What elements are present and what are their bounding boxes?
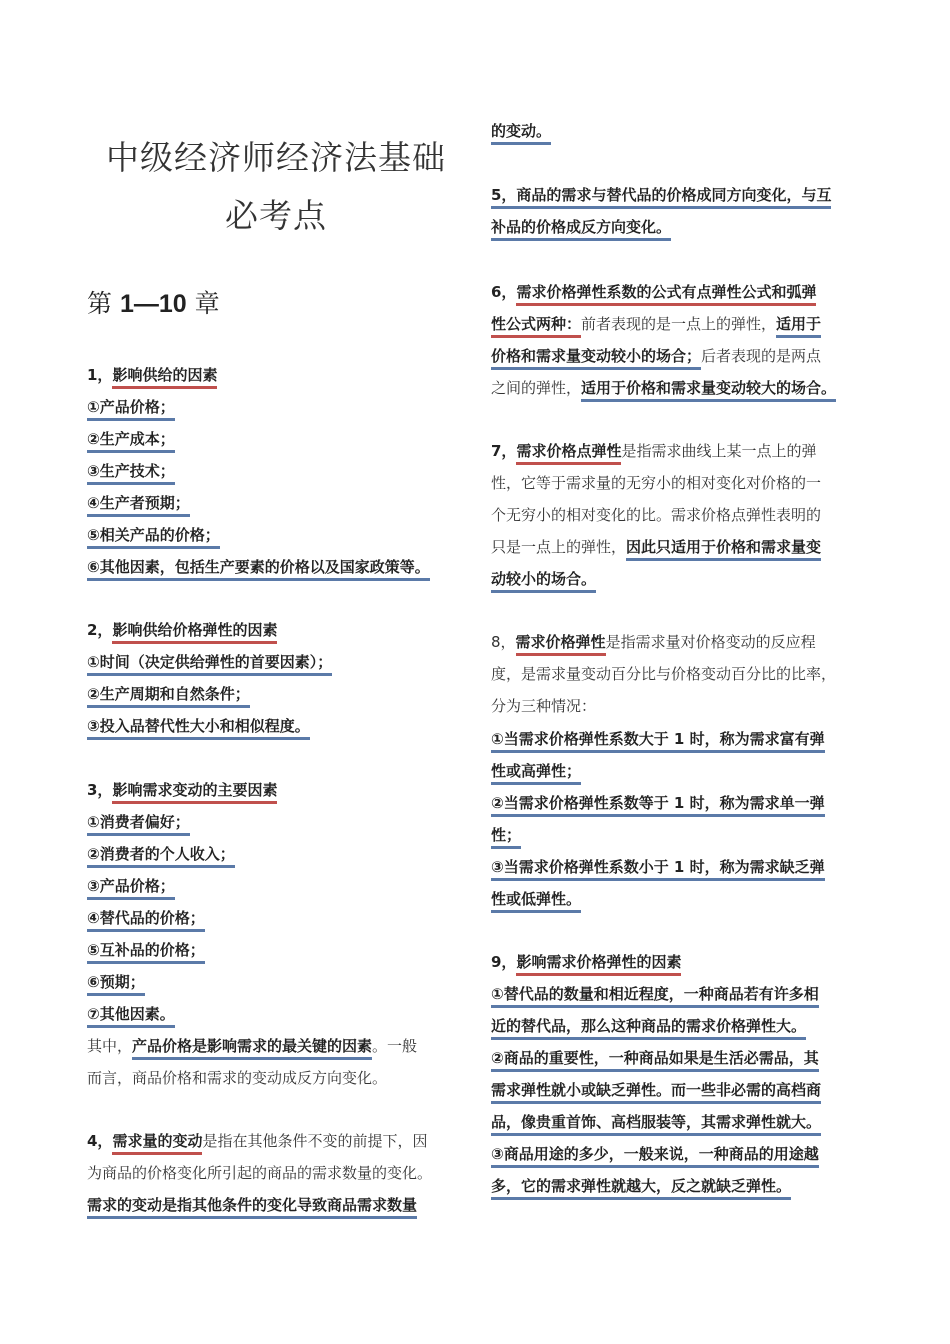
chapter-heading [87, 288, 220, 320]
section-number: 6， [491, 283, 517, 301]
section-4-line-4: 的变动。 [491, 122, 551, 145]
section-number: 4， [87, 1132, 113, 1150]
list-item: ③生产技术； [87, 462, 175, 485]
list-item: ③当需求价格弹性系数小于 1 时，称为需求缺乏弹 [491, 858, 825, 881]
section-term: 需求价格弹性系数的公式有点弹性公式和弧弹 [516, 283, 816, 306]
list-item: 多，它的需求弹性就越大，反之就缺乏弹性。 [491, 1177, 791, 1200]
list-item: 性； [491, 826, 521, 849]
section-7-line-5: 动较小的场合。 [491, 570, 596, 593]
list-item: ①消费者偏好； [87, 813, 190, 836]
section-7-line-4 [491, 534, 821, 560]
section-term: 需求量的变动 [112, 1132, 202, 1155]
section-number: 2， [87, 621, 113, 639]
section-8-line-3: 分为三种情况： [491, 697, 597, 715]
section-7-line-3: 个无穷小的相对变化的比。需求价格点弹性表明的 [491, 506, 822, 524]
section-6-line-4 [491, 375, 836, 401]
body-text: 是指在其他条件不变的前提下，因 [202, 1132, 428, 1150]
body-text: 只是一点上的弹性， [491, 538, 627, 556]
note-text: 其中， [87, 1037, 133, 1055]
section-1-heading [87, 362, 217, 388]
section-3-note-cont: 而言，商品价格和需求的变动成反方向变化。 [87, 1069, 388, 1087]
section-8-line-2: 度，是需求量变动百分比与价格变动百分比的比率， [491, 665, 837, 683]
note-text: 。一般 [372, 1037, 418, 1055]
section-title: 影响需求价格弹性的因素 [516, 953, 681, 976]
list-item: 品，像贵重首饰、高档服装等，其需求弹性就大。 [491, 1113, 821, 1136]
body-text: 之间的弹性， [491, 379, 582, 397]
list-item: ③商品用途的多少，一般来说，一种商品的用途越 [491, 1145, 819, 1168]
list-item: ④替代品的价格； [87, 909, 205, 932]
section-number: 7， [491, 442, 517, 460]
section-5-line-2: 补品的价格成反方向变化。 [491, 218, 671, 241]
list-item: 性或高弹性； [491, 762, 581, 785]
section-4-line-3: 需求的变动是指其他条件的变化导致商品需求数量 [87, 1196, 417, 1219]
list-item: ①时间（决定供给弹性的首要因素）； [87, 653, 332, 676]
page-title-line-1: 中级经济师经济法基础 [106, 138, 446, 177]
list-item: ②生产周期和自然条件； [87, 685, 250, 708]
list-item: ③产品价格； [87, 877, 175, 900]
body-text: 后者表现的是两点 [701, 347, 822, 365]
section-4-line-1 [87, 1128, 427, 1154]
page-title-line-2: 必考点 [225, 196, 327, 235]
section-number: 3， [87, 781, 113, 799]
chapter-suffix: 章 [186, 289, 220, 318]
list-item: ①产品价格； [87, 398, 175, 421]
list-item: ⑥预期； [87, 973, 145, 996]
emphasis-text: 适用于 [776, 315, 821, 338]
section-3-heading [87, 777, 277, 803]
section-term: 需求价格点弹性 [516, 442, 621, 465]
section-term: 性公式两种： [491, 315, 581, 338]
chapter-prefix: 第 [87, 289, 120, 318]
section-7-line-2: 性，它等于需求量的无穷小的相对变化对价格的一 [491, 474, 822, 492]
list-item: ①当需求价格弹性系数大于 1 时，称为需求富有弹 [491, 730, 825, 753]
emphasis-text: 价格和需求量变动较小的场合； [491, 347, 701, 370]
list-item: ②当需求价格弹性系数等于 1 时，称为需求单一弹 [491, 794, 825, 817]
section-5-line-1: 5，商品的需求与替代品的价格成同方向变化，与互 [491, 186, 831, 209]
section-number: 9， [491, 953, 517, 971]
body-text: 前者表现的是一点上的弹性， [581, 315, 777, 333]
body-text: 是指需求量对价格变动的反应程 [605, 633, 816, 651]
list-item: ④生产者预期； [87, 494, 190, 517]
list-item: ⑥其他因素，包括生产要素的价格以及国家政策等。 [87, 558, 430, 581]
list-item: ②商品的重要性，一种商品如果是生活必需品，其 [491, 1049, 819, 1072]
section-title: 影响供给的因素 [112, 366, 217, 389]
list-item: 近的替代品，那么这种商品的需求价格弹性大。 [491, 1017, 806, 1040]
emphasis-text: 适用于价格和需求量变动较大的场合。 [581, 379, 836, 402]
list-item: ②消费者的个人收入； [87, 845, 235, 868]
emphasis-text: 因此只适用于价格和需求量变 [626, 538, 821, 561]
section-7-line-1 [491, 438, 816, 464]
list-item: 需求弹性就小或缺乏弹性。而一些非必需的高档商 [491, 1081, 821, 1104]
list-item: ②生产成本； [87, 430, 175, 453]
list-item: ①替代品的数量和相近程度，一种商品若有许多相 [491, 985, 819, 1008]
list-item: 性或低弹性。 [491, 890, 581, 913]
section-9-heading [491, 949, 681, 975]
section-3-note [87, 1033, 417, 1059]
chapter-range: 1—10 [119, 290, 187, 318]
section-number: 8， [491, 633, 516, 651]
list-item: ⑤互补品的价格； [87, 941, 205, 964]
list-item: ③投入品替代性大小和相似程度。 [87, 717, 310, 740]
section-8-line-1 [491, 629, 816, 655]
section-title: 影响供给价格弹性的因素 [112, 621, 277, 644]
body-text: 是指需求曲线上某一点上的弹 [621, 442, 817, 460]
note-emphasis: 产品价格是影响需求的最关键的因素 [132, 1037, 372, 1060]
section-term: 需求价格弹性 [516, 633, 606, 656]
section-4-line-2: 为商品的价格变化所引起的商品的需求数量的变化。 [87, 1164, 433, 1182]
section-6-line-1 [491, 279, 816, 305]
section-number: 1， [87, 366, 113, 384]
section-6-line-2 [491, 311, 821, 337]
section-2-heading [87, 617, 277, 643]
list-item: ⑤相关产品的价格； [87, 526, 220, 549]
section-6-line-3 [491, 343, 821, 369]
section-title: 影响需求变动的主要因素 [112, 781, 277, 804]
list-item: ⑦其他因素。 [87, 1005, 175, 1028]
